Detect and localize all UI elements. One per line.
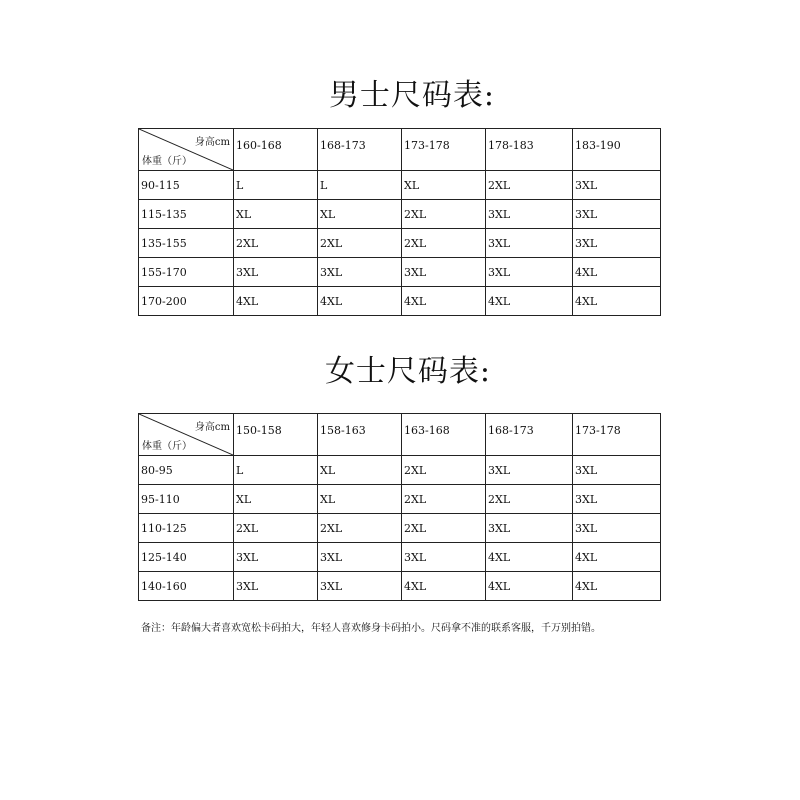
weight-range-cell: 155-170	[139, 258, 234, 287]
weight-range-cell: 80-95	[139, 456, 234, 485]
size-cell: 4XL	[573, 287, 661, 316]
table-row	[139, 485, 661, 514]
height-range-header: 173-178	[402, 129, 486, 171]
size-cell: 4XL	[402, 572, 486, 601]
table-header-row	[139, 414, 661, 456]
height-range-header: 150-158	[234, 414, 318, 456]
height-axis-label: 身高cm	[194, 422, 230, 433]
size-cell: 4XL	[573, 572, 661, 601]
corner-header-cell	[139, 414, 234, 456]
size-cell: 3XL	[486, 258, 573, 287]
height-axis-label: 身高cm	[194, 137, 230, 148]
size-cell: 3XL	[318, 572, 402, 601]
height-range-header: 158-163	[318, 414, 402, 456]
table-row	[139, 572, 661, 601]
table-row	[139, 258, 661, 287]
size-cell: 3XL	[486, 456, 573, 485]
weight-range-cell: 125-140	[139, 543, 234, 572]
size-cell: L	[318, 171, 402, 200]
women-size-chart-title: 女士尺码表:	[324, 354, 492, 389]
size-cell: 3XL	[318, 258, 402, 287]
size-cell: 2XL	[402, 514, 486, 543]
men-size-chart-title: 男士尺码表:	[328, 78, 496, 113]
size-cell: XL	[402, 171, 486, 200]
size-cell: 3XL	[573, 456, 661, 485]
table-row	[139, 456, 661, 485]
size-cell: L	[234, 171, 318, 200]
weight-range-cell: 140-160	[139, 572, 234, 601]
table-row	[139, 171, 661, 200]
corner-header-cell	[139, 129, 234, 171]
height-range-header: 163-168	[402, 414, 486, 456]
height-range-header: 168-173	[486, 414, 573, 456]
weight-axis-label: 体重（斤）	[142, 441, 192, 452]
size-cell: 3XL	[486, 200, 573, 229]
size-cell: XL	[318, 485, 402, 514]
size-cell: 3XL	[234, 258, 318, 287]
size-cell: XL	[234, 485, 318, 514]
height-range-header: 183-190	[573, 129, 661, 171]
size-cell: 3XL	[318, 543, 402, 572]
size-cell: 2XL	[318, 514, 402, 543]
size-cell: 3XL	[402, 543, 486, 572]
size-cell: 3XL	[573, 514, 661, 543]
size-cell: 2XL	[486, 171, 573, 200]
weight-axis-label: 体重（斤）	[142, 156, 192, 167]
size-cell: 3XL	[573, 485, 661, 514]
size-cell: XL	[318, 456, 402, 485]
table-row	[139, 287, 661, 316]
size-cell: 2XL	[486, 485, 573, 514]
size-cell: 2XL	[402, 200, 486, 229]
height-range-header: 173-178	[573, 414, 661, 456]
size-cell: 4XL	[486, 572, 573, 601]
size-cell: XL	[318, 200, 402, 229]
size-cell: 3XL	[234, 543, 318, 572]
size-cell: 3XL	[573, 200, 661, 229]
height-range-header: 168-173	[318, 129, 402, 171]
table-row	[139, 200, 661, 229]
table-row	[139, 514, 661, 543]
size-cell: 2XL	[402, 229, 486, 258]
size-cell: 3XL	[486, 229, 573, 258]
size-cell: 4XL	[402, 287, 486, 316]
size-note: 备注：年龄偏大者喜欢宽松卡码拍大，年轻人喜欢修身卡码拍小。尺码拿不准的联系客服，千万别拍错。	[141, 623, 601, 634]
size-cell: 4XL	[234, 287, 318, 316]
women-size-table	[138, 413, 661, 601]
weight-range-cell: 110-125	[139, 514, 234, 543]
weight-range-cell: 95-110	[139, 485, 234, 514]
weight-range-cell: 170-200	[139, 287, 234, 316]
size-cell: 4XL	[573, 258, 661, 287]
size-cell: 3XL	[573, 171, 661, 200]
size-cell: 4XL	[486, 543, 573, 572]
height-range-header: 178-183	[486, 129, 573, 171]
size-cell: XL	[234, 200, 318, 229]
size-cell: 2XL	[402, 456, 486, 485]
men-size-table	[138, 128, 661, 316]
table-row	[139, 229, 661, 258]
table-row	[139, 543, 661, 572]
size-cell: 4XL	[318, 287, 402, 316]
weight-range-cell: 115-135	[139, 200, 234, 229]
table-header-row	[139, 129, 661, 171]
size-cell: 2XL	[234, 229, 318, 258]
size-cell: 3XL	[573, 229, 661, 258]
size-cell: 4XL	[486, 287, 573, 316]
size-cell: L	[234, 456, 318, 485]
size-cell: 3XL	[234, 572, 318, 601]
height-range-header: 160-168	[234, 129, 318, 171]
size-cell: 2XL	[318, 229, 402, 258]
size-cell: 3XL	[402, 258, 486, 287]
size-cell: 4XL	[573, 543, 661, 572]
size-cell: 2XL	[234, 514, 318, 543]
weight-range-cell: 135-155	[139, 229, 234, 258]
size-cell: 3XL	[486, 514, 573, 543]
size-cell: 2XL	[402, 485, 486, 514]
weight-range-cell: 90-115	[139, 171, 234, 200]
